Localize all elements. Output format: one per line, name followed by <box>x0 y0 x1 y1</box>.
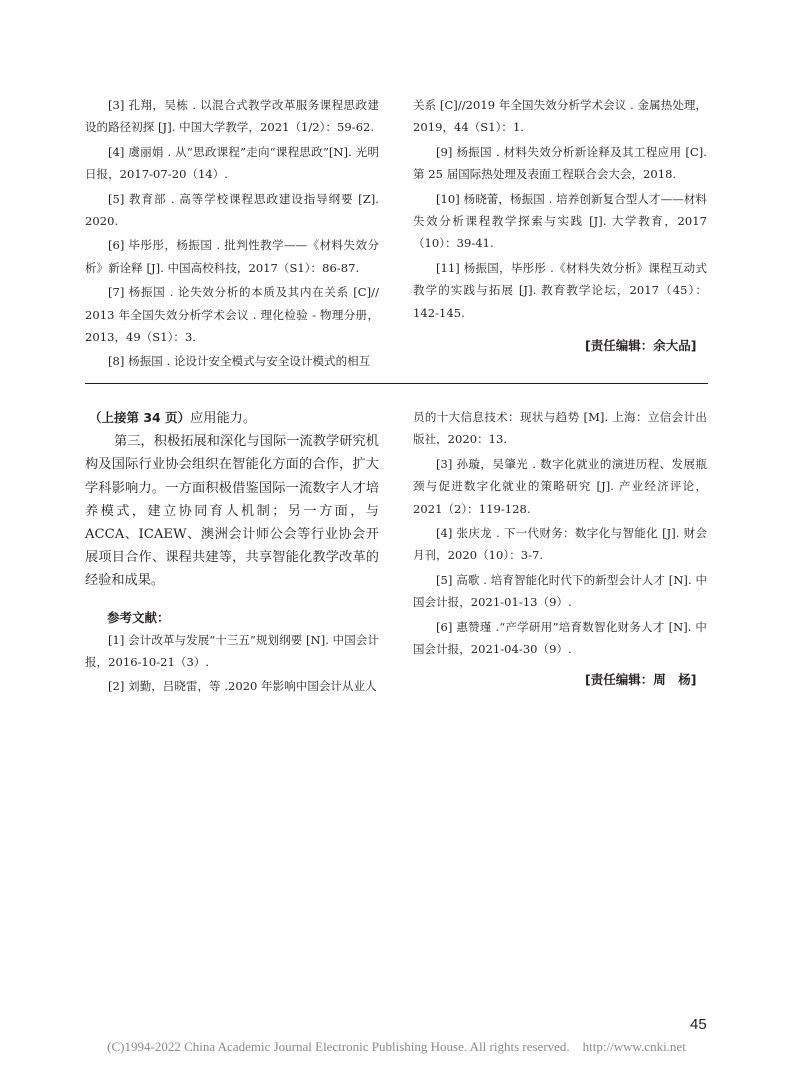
continuation-text: 应用能力。 <box>190 411 257 426</box>
body-paragraph: 第三，积极拓展和深化与国际一流教学研究机构及国际行业协会组织在智能化方面的合作，扩大学科影响力。一方面积极借鉴国际一流数字人才培养模式，建立协同育人机制；另一方面，与 ACCA、ICAEW、澳洲会计师公会等行业协会开展项目合作、课程共建等，共享智能化教学改革的经验和成果。 <box>85 434 379 589</box>
section-divider <box>85 383 708 384</box>
bottom-right-references <box>413 406 707 662</box>
copyright-footer: (C)1994-2022 China Academic Journal Electronic Publishing House. All rights reserved. http://www.cnki.net <box>107 1039 686 1054</box>
reference-item: [9] 杨振国 . 材料失效分析新诠释及其工程应用 [C]. 第 25 届国际热处理及表面工程联合会大会，2018. <box>413 144 707 182</box>
reference-item: [1] 会计改革与发展“十三五”规划纲要 [N]. 中国会计报，2016-10-21（3）. <box>85 632 379 670</box>
reference-item: [4] 虞丽娟 . 从“思政课程”走向“课程思政”[N]. 光明日报，2017-07-20（14）. <box>85 144 379 182</box>
top-right-references <box>413 94 707 326</box>
page-number: 45 <box>690 1016 707 1033</box>
reference-item: [10] 杨晓蕾，杨振国 . 培养创新复合型人才——材料失效分析课程教学探索与实践 [J]. 大学教育，2017（10）：39-41. <box>413 191 707 251</box>
reference-item: [6] 惠赞瑾 .“产学研用”培育数智化财务人才 [N]. 中国会计报，2021-04-30（9）. <box>413 619 707 657</box>
reference-item: [3] 孔翔，吴栋 . 以混合式教学改革服务课程思政建设的路径初探 [J]. 中国大学教学，2021（1/2）：59-62. <box>85 98 379 135</box>
reference-item: [11] 杨振国，毕彤彤 .《材料失效分析》课程互动式教学的实践与拓展 [J]. 教育教学论坛，2017（45）：142-145. <box>413 260 707 320</box>
reference-item: [7] 杨振国 . 论失效分析的本质及其内在关系 [C]// 2013 年全国失效分析学术会议 . 理化检验 - 物理分册，2013，49（S1）：3. <box>85 285 379 345</box>
reference-item: [8] 杨振国 . 论设计安全模式与安全设计模式的相互 <box>108 354 371 369</box>
references-title: 参考文献： <box>107 609 170 625</box>
reference-continuation: 关系 [C]//2019 年全国失效分析学术会议 . 金属热处理，2019，44（S1）：1. <box>413 98 707 135</box>
reference-item: [5] 高歌 . 培育智能化时代下的新型会计人才 [N]. 中国会计报，2021-01-13（9）. <box>413 572 707 610</box>
responsible-editor-bottom: [责任编辑：周 杨] <box>585 672 697 687</box>
responsible-editor-top: [责任编辑：余大品] <box>585 338 697 353</box>
reference-item: [4] 张庆龙 . 下一代财务：数字化与智能化 [J]. 财会月刊，2020（10）：3-7. <box>413 526 707 563</box>
reference-continuation: 员的十大信息技术：现状与趋势 [M]. 上海：立信会计出版社，2020：13. <box>413 410 707 447</box>
top-left-references <box>85 94 379 375</box>
bottom-left-column <box>85 406 379 700</box>
reference-item: [3] 孙璇，吴肇光 . 数字化就业的演进历程、发展瓶颈与促进数字化就业的策略研究 [J]. 产业经济评论，2021（2）：119-128. <box>413 456 707 516</box>
continuation-line <box>85 406 379 430</box>
reference-item: [5] 教育部 . 高等学校课程思政建设指导纲要 [Z]. 2020. <box>85 191 379 229</box>
reference-item: [2] 刘勤，吕晓雷，等 .2020 年影响中国会计从业人 <box>108 679 377 694</box>
reference-item: [6] 毕彤彤，杨振国 . 批判性教学——《材料失效分析》新诠释 [J]. 中国高校科技，2017（S1）：86-87. <box>85 238 379 275</box>
continuation-label: （上接第 34 页） <box>89 410 191 425</box>
